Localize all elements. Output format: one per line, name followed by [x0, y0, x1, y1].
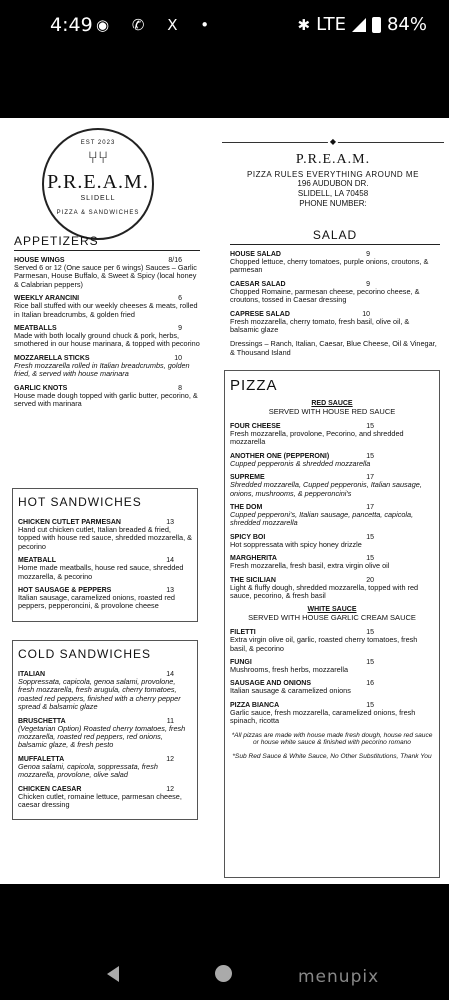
logo-name: P.R.E.A.M.: [47, 171, 149, 193]
menu-item-name: ANOTHER ONE (PEPPERONI): [230, 452, 330, 460]
cold-sandwiches-title: COLD SANDWICHES: [18, 647, 152, 661]
menu-item-description: (Vegetarian Option) Roasted cherry tomatoes, fresh mozzarella, roasted red peppers, red onions, balsamic glaze, & fresh pesto: [18, 723, 186, 750]
menu-item-price: 15: [366, 533, 374, 541]
white-sauce-title: WHITE SAUCE: [307, 606, 357, 614]
menu-item-price: 12: [166, 755, 174, 763]
menu-item-description: Italian sausage, caramelized onions, roasted red peppers, pepperoncini, & provolone cheese: [18, 592, 175, 611]
menu-item-name: ITALIAN: [18, 671, 46, 678]
red-sauce-desc: SERVED WITH HOUSE RED SAUCE: [268, 407, 396, 416]
menu-item-description: Garlic sauce, fresh mozzarella, caramelized onions, fresh spinach, ricotta: [230, 707, 416, 726]
network-label: LTE: [316, 14, 346, 35]
menu-item-price: 16: [366, 680, 374, 688]
notification-icons: ◉ ✆ X •: [96, 16, 219, 34]
menu-item-price: 10: [174, 354, 182, 362]
menu-item-name: CHICKEN CUTLET PARMESAN: [18, 519, 121, 526]
pizza-section: [224, 370, 440, 878]
menu-item: [14, 257, 200, 289]
menu-item-name: FILETTI: [230, 629, 256, 637]
menu-item: [14, 295, 200, 319]
status-right: [297, 14, 427, 35]
menu-item-description: Hand cut chicken cutlet, Italian breaded & fried, topped with house red sauce, shredded mozzarella, & pecorino: [18, 525, 193, 551]
menu-item: [230, 504, 434, 528]
watermark: menupix: [298, 967, 380, 987]
menu-item: [14, 385, 200, 409]
menu-item-price: 20: [366, 576, 374, 584]
menu-item-price: 14: [166, 671, 174, 678]
hot-sandwiches-section: [12, 488, 198, 622]
menu-item-price: 12: [166, 785, 174, 793]
menu-item-description: Cupped pepperonis & shredded mozzarella: [230, 458, 371, 468]
menu-item-description: Fresh mozzarella, provolone, Pecorino, and shredded mozzarella: [230, 429, 404, 447]
menu-item-price: 15: [366, 659, 374, 667]
menu-item-description: Fresh mozzarella, fresh basil, extra virgin olive oil: [230, 561, 390, 571]
menu-item-description: Hot soppressata with spicy honey drizzle: [230, 539, 362, 549]
menu-item-name: THE SICILIAN: [230, 576, 276, 584]
menu-item-price: 14: [166, 557, 174, 565]
ornament-divider: [222, 142, 444, 143]
menu-item-price: 15: [366, 452, 374, 460]
signal-icon: [352, 18, 366, 32]
hot-sandwiches-title: HOT SANDWICHES: [18, 495, 142, 509]
menu-item: [18, 587, 192, 611]
menu-item-description: Chopped lettuce, cherry tomatoes, purple onions, croutons, & parmesan: [230, 257, 429, 275]
menu-item-price: 11: [166, 717, 174, 725]
menu-item-name: MOZZARELLA STICKS: [14, 354, 90, 362]
menu-item: [18, 519, 192, 551]
menu-item: [18, 756, 192, 780]
salad-dressings: Dressings – Ranch, Italian, Caesar, Blue Cheese, Oil & Vinegar, & Thousand Island: [230, 339, 437, 357]
menu-item-name: CAPRESE SALAD: [230, 310, 290, 318]
menu-item-price: 6: [178, 295, 182, 303]
pizza-note-2: *Sub Red Sauce & White Sauce, No Other Substitutions, Thank You: [232, 752, 432, 760]
menu-item-price: 17: [366, 474, 374, 482]
menu-item: [18, 557, 192, 581]
restaurant-name: P.R.E.A.M.: [295, 152, 371, 167]
pizza-note-1: *All pizzas are made with house made fresh dough, house red sauce or house white sauce & finished with pecorino romano: [231, 731, 433, 747]
menu-item-description: Cupped pepperoni's, Italian sausage, pancetta, capicola, shredded mozzarella: [230, 509, 414, 528]
phone-label: PHONE NUMBER:: [299, 199, 367, 208]
menu-item: [230, 534, 434, 549]
menu-item-name: MUFFALETTA: [18, 755, 65, 763]
clock: 4:49: [50, 14, 93, 36]
menu-item-name: CAESAR SALAD: [230, 280, 286, 288]
menu-item: [230, 659, 434, 674]
back-nav-icon[interactable]: [107, 966, 119, 982]
menu-item-description: Light & fluffy dough, shredded mozzarella, topped with red sauce, pecorino, & fresh basil: [230, 582, 419, 600]
menu-item-description: Chopped Romaine, parmesan cheese, pecorino cheese, & croutons, tossed in Caesar dressing: [230, 286, 420, 305]
logo-tagline: PIZZA & SANDWICHES: [56, 210, 140, 216]
menu-item-price: 9: [178, 324, 182, 332]
menu-item-name: PIZZA BIANCA: [230, 701, 280, 709]
appetizers-title: APPETIZERS: [14, 234, 200, 251]
menu-item-description: Fresh mozzarella, cherry tomato, fresh basil, olive oil, & balsamic glaze: [230, 316, 410, 334]
menu-item-price: 9: [366, 280, 370, 288]
menu-item: [230, 281, 440, 305]
menu-item: [230, 702, 434, 726]
menu-item-name: BRUSCHETTA: [18, 717, 66, 725]
restaurant-tagline: PIZZA RULES EVERYTHING AROUND ME: [247, 170, 419, 179]
menu-item-price: 13: [166, 586, 174, 594]
menu-item-price: 15: [366, 555, 374, 563]
menu-item: [18, 718, 192, 750]
menu-item: [18, 786, 192, 810]
menu-item: [230, 251, 440, 275]
address-line-2: SLIDELL, LA 70458: [297, 189, 369, 198]
menu-item: [230, 629, 434, 653]
menu-item: [230, 423, 434, 447]
logo-est: EST 2023: [80, 140, 116, 146]
menu-item-name: GARLIC KNOTS: [14, 384, 68, 392]
restaurant-logo: [42, 128, 154, 240]
battery-percent: 84%: [386, 14, 427, 35]
menu-item: [230, 555, 434, 570]
menu-item-description: Rice ball stuffed with our weekly cheeses & meats, rolled in Italian breadcrumbs, & golden fried: [14, 301, 198, 319]
menu-item-name: MEATBALLS: [14, 324, 57, 332]
menu-item: [230, 680, 434, 695]
cold-sandwiches-section: [12, 640, 198, 820]
menu-item-description: House made dough topped with garlic butter, pecorino, & served with marinara: [14, 390, 198, 408]
menu-item-description: Mushrooms, fresh herbs, mozzarella: [230, 665, 349, 675]
menu-item: [14, 325, 200, 349]
menu-item-description: Served 6 or 12 (One sauce per 6 wings) Sauces – Garlic Parmesan, House Buffalo, & Sweet & Spicy (local honey & Calabrian peppers): [14, 263, 197, 289]
pizza-title: PIZZA: [230, 377, 278, 394]
menu-item-name: THE DOM: [230, 503, 263, 511]
menu-item-description: Made with both locally ground chuck & pork, herbs, smothered in our house marinara, & topped with pecorino: [14, 330, 200, 349]
address-line-1: 196 AUDUBON DR.: [297, 179, 369, 188]
salad-section: [230, 228, 440, 357]
menu-item-price: 9: [366, 251, 370, 258]
menu-item-name: HOUSE SALAD: [230, 251, 281, 258]
menu-item-price: 15: [366, 629, 374, 637]
menu-item-price: 8: [178, 384, 182, 392]
white-sauce-desc: SERVED WITH HOUSE GARLIC CREAM SAUCE: [248, 613, 416, 623]
menu-item-name: HOT SAUSAGE & PEPPERS: [18, 586, 112, 594]
status-bar: [0, 0, 449, 50]
menu-item-description: Chicken cutlet, romaine lettuce, parmesan cheese, caesar dressing: [18, 791, 182, 809]
menu-item-description: Shredded mozzarella, Cupped pepperonis, Italian sausage, onions, mushrooms, & pepperoncini's: [230, 480, 422, 498]
menu-item-description: Fresh mozzarella rolled in Italian breadcrumbs, golden fried, & served with house marinara: [14, 360, 190, 379]
menu-image[interactable]: [0, 118, 449, 884]
menu-item-name: MEATBALL: [18, 557, 56, 565]
menu-item-name: MARGHERITA: [230, 555, 277, 563]
menu-item: [230, 474, 434, 498]
menu-item-description: Home made meatballs, house red sauce, shredded mozzarella, & pecorino: [18, 563, 184, 581]
restaurant-header: [222, 152, 444, 209]
menu-item-name: SUPREME: [230, 474, 265, 482]
menu-item-price: 13: [166, 519, 174, 526]
menu-item-price: 10: [362, 310, 370, 318]
navigation-bar: [0, 940, 449, 1000]
menu-item-name: FOUR CHEESE: [230, 423, 281, 430]
menu-item-name: CHICKEN CAESAR: [18, 785, 82, 793]
menu-item-description: Extra virgin olive oil, garlic, roasted cherry tomatoes, fresh basil, & pecorino: [230, 635, 418, 653]
menu-item-name: WEEKLY ARANCINI: [14, 295, 80, 303]
menu-item-description: Genoa salami, capicola, soppressata, fresh mozzarella, provolone, olive salad: [18, 761, 158, 780]
menu-item-price: 15: [366, 701, 374, 709]
menu-item-price: 8/16: [168, 257, 182, 264]
menu-item: [14, 355, 200, 379]
appetizers-section: [14, 234, 200, 414]
menu-item: [230, 311, 440, 335]
home-nav-icon[interactable]: [215, 965, 232, 982]
battery-icon: [372, 17, 381, 33]
menu-item-name: SPICY BOI: [230, 533, 266, 541]
menu-item-name: FUNGI: [230, 659, 252, 667]
menu-item: [18, 671, 192, 712]
menu-item: [230, 453, 434, 468]
menu-item-description: Soppressata, capicola, genoa salami, provolone, fresh mozzarella, fresh arugula, cherry tomatoes, roasted red peppers, finished with a cherry pepper spread & balsamic glaze: [18, 677, 181, 712]
logo-city: SLIDELL: [80, 195, 116, 202]
menu-item-price: 15: [366, 423, 374, 430]
menu-item-description: Italian sausage & caramelized onions: [230, 686, 351, 696]
salad-title: SALAD: [230, 228, 440, 245]
bluetooth-icon: ✱: [297, 15, 311, 34]
menu-item: [230, 577, 434, 601]
menu-item-name: SAUSAGE AND ONIONS: [230, 680, 312, 688]
menu-item-name: HOUSE WINGS: [14, 257, 65, 264]
menu-item-price: 17: [366, 503, 374, 511]
red-sauce-title: RED SAUCE: [311, 400, 353, 407]
fork-icon: ⑂⑂: [87, 148, 109, 167]
